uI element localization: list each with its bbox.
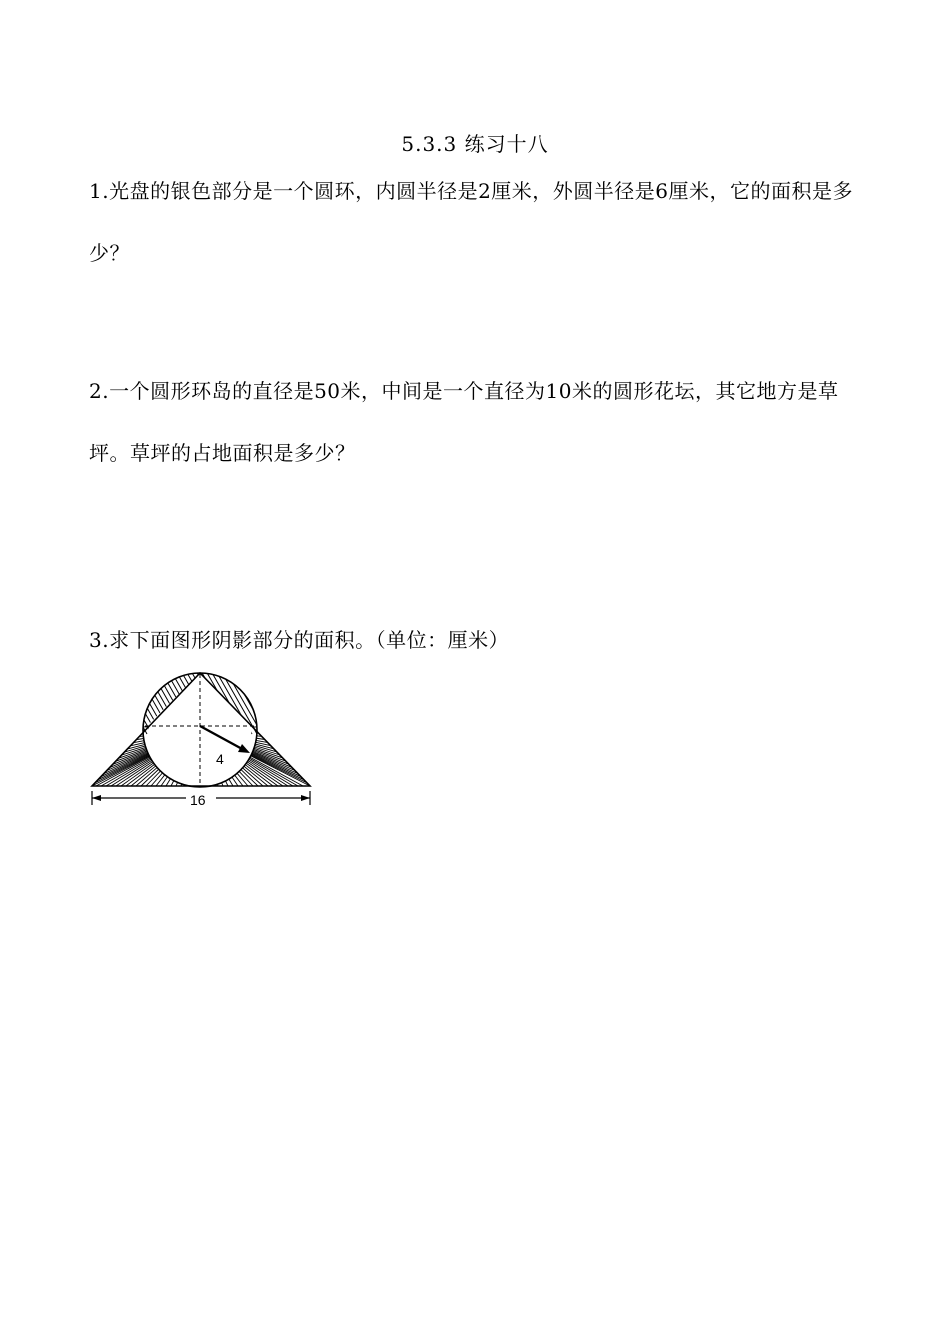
hatch-line (82, 664, 117, 734)
hatch-line (307, 664, 322, 734)
corner-hatch-line (229, 779, 233, 786)
hatch-line (82, 664, 112, 734)
hatch-line (297, 664, 322, 734)
hatch-line (287, 664, 322, 734)
hatch-line (82, 664, 107, 734)
base-left-arrow (92, 795, 101, 801)
hatch-line (82, 664, 102, 734)
hatch-line (87, 664, 127, 734)
corner-hatch-line (141, 769, 159, 786)
question-3: 3.求下面图形阴影部分的面积。（单位：厘米） (89, 628, 510, 652)
base-label: 16 (190, 792, 206, 808)
hatch-line (312, 664, 322, 734)
hatch-line (292, 664, 322, 734)
corner-hatch-line (235, 775, 243, 786)
hatch-line (107, 664, 147, 734)
corner-hatch-line (156, 775, 165, 786)
hatch-line (257, 664, 297, 734)
hatch-line (82, 664, 97, 734)
shaded-area-figure (82, 664, 322, 814)
hatch-line (277, 664, 317, 734)
hatch-line (302, 664, 322, 734)
hatch-line (82, 664, 92, 734)
hatch-line (252, 664, 292, 734)
hatch-line (317, 664, 322, 734)
hatch-line (247, 664, 287, 734)
question-2: 2.一个圆形环岛的直径是50米，中间是一个直径为10米的圆形花坛，其它地方是草坪。草坪的占地面积是多少？ (89, 379, 839, 465)
hatch-line (267, 664, 307, 734)
hatch-line (272, 664, 312, 734)
radius-label: 4 (216, 751, 224, 767)
question-1: 1.光盘的银色部分是一个圆环，内圆半径是2厘米，外圆半径是6厘米，它的面积是多少？ (89, 179, 854, 265)
corner-hatch-line (171, 781, 174, 786)
hatch-line (92, 664, 132, 734)
hatch-line (262, 664, 302, 734)
hatch-line (97, 664, 137, 734)
corner-hatch-line (166, 779, 170, 786)
hatch-line (82, 664, 122, 734)
base-right-arrow (301, 795, 310, 801)
page-title: 5.3.3 练习十八 (401, 132, 549, 156)
hatch-line (82, 664, 87, 734)
hatch-line (282, 664, 322, 734)
hatch-line (102, 664, 142, 734)
hatch-line (112, 664, 152, 734)
